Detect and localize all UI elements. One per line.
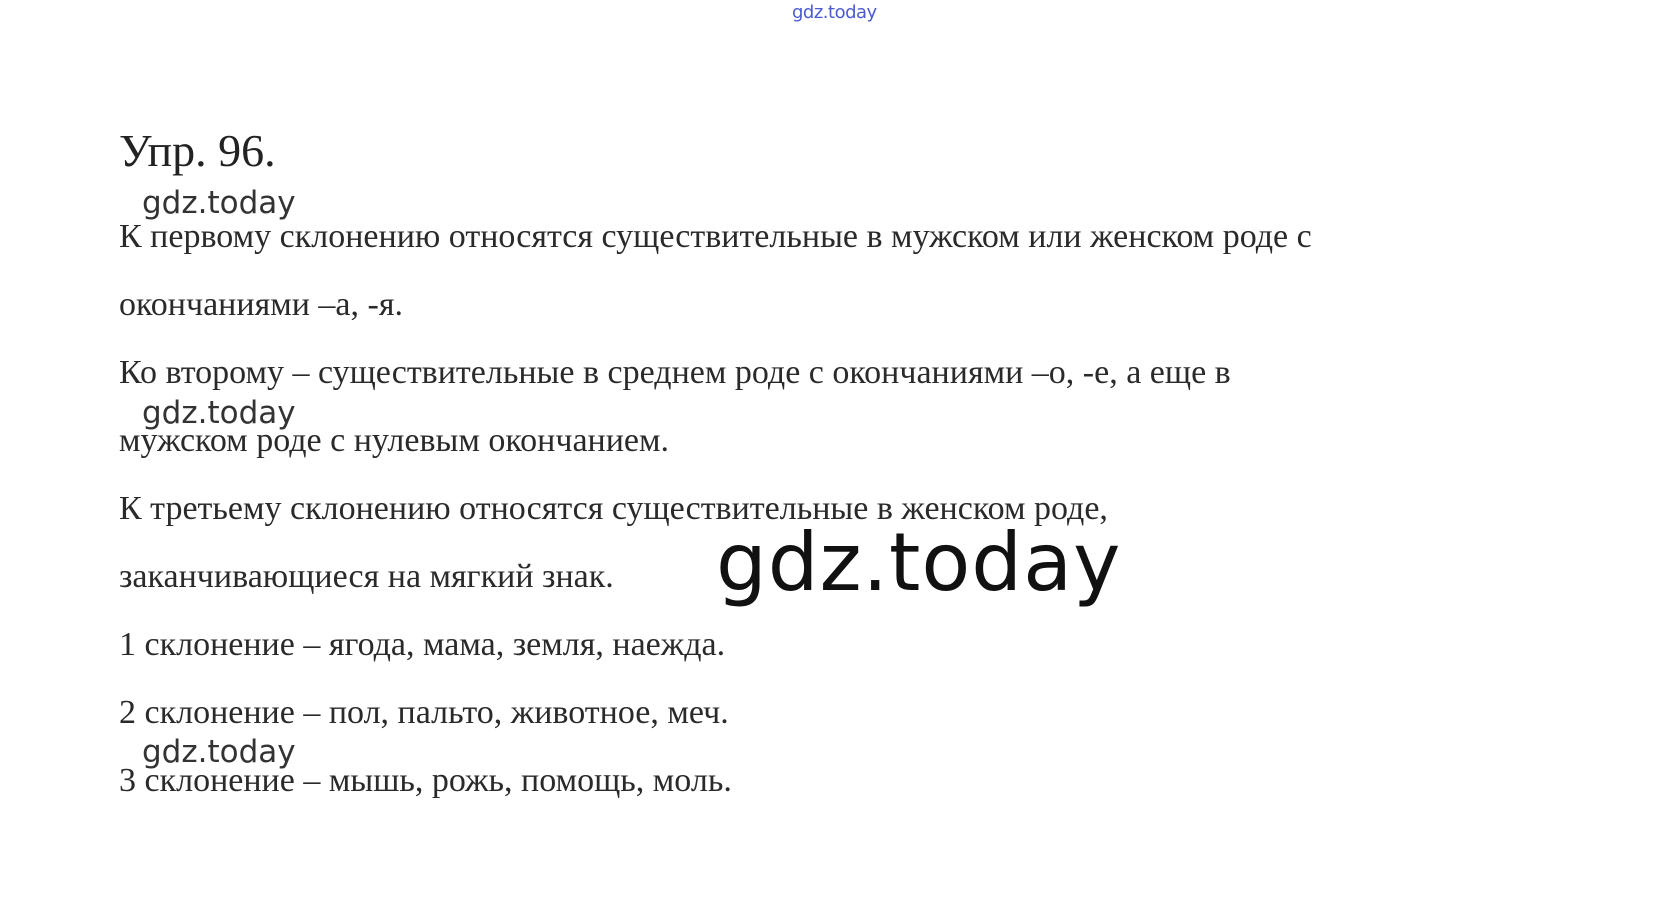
text-line: Ко второму – существительные в среднем роде с окончаниями –о, -е, а еще в <box>119 354 1231 391</box>
watermark-text: gdz.today <box>142 395 296 431</box>
text-line: К первому склонению относятся существительные в мужском или женском роде с <box>119 218 1312 255</box>
answer-line-declension-3: 3 склонение – мышь, рожь, помощь, моль. <box>119 762 732 799</box>
text-line: окончаниями –а, -я. <box>119 286 403 323</box>
watermark-text: gdz.today <box>142 734 296 770</box>
text-line: мужском роде с нулевым окончанием. <box>119 422 670 459</box>
exercise-title: Упр. 96. <box>119 125 276 176</box>
watermark-top-link[interactable]: gdz.today <box>792 2 877 23</box>
text-line: заканчивающиеся на мягкий знак. <box>119 558 614 595</box>
watermark-text: gdz.today <box>142 185 296 221</box>
answer-line-declension-1: 1 склонение – ягода, мама, земля, наежда. <box>119 626 726 663</box>
watermark-large-text: gdz.today <box>716 516 1122 609</box>
answer-line-declension-2: 2 склонение – пол, пальто, животное, меч. <box>119 694 729 731</box>
text-line: К третьему склонению относятся существительные в женском роде, <box>119 490 1108 527</box>
